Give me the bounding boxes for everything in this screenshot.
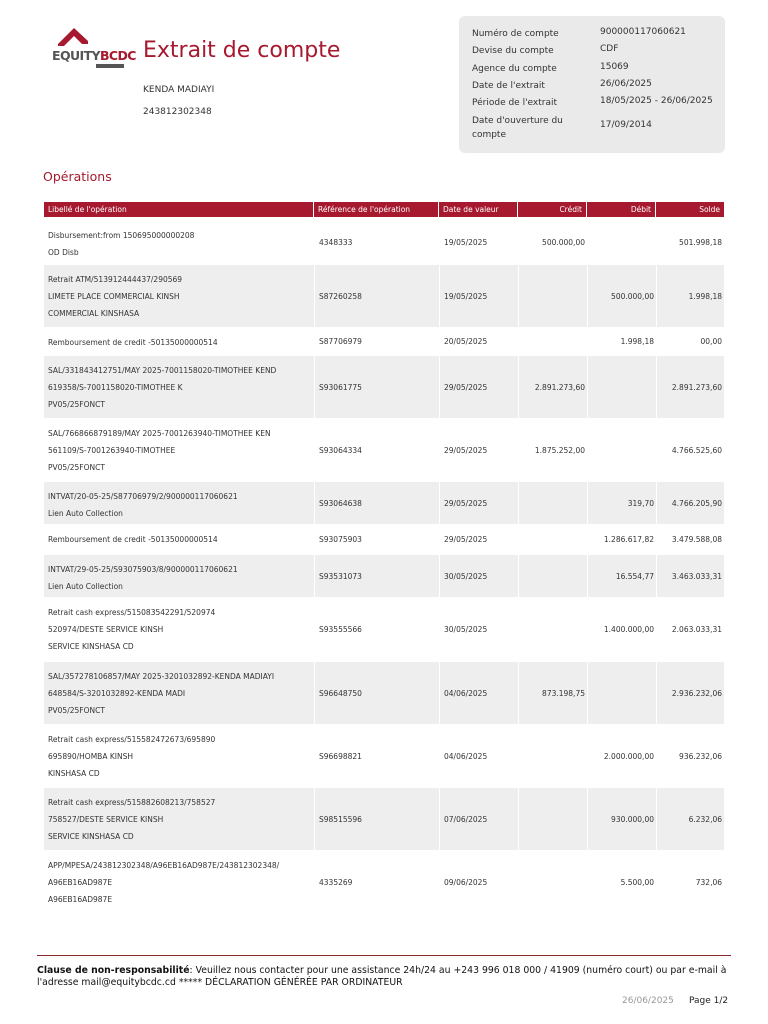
cell-credit: 1.875.252,00 (518, 419, 587, 481)
cell-label (44, 482, 314, 524)
cell-credit: 2.891.273,60 (518, 356, 587, 418)
footer-divider (37, 955, 731, 956)
cell-label (44, 265, 314, 327)
cell-debit: 16.554,77 (587, 555, 656, 597)
cell-label (44, 221, 314, 264)
cell-credit (518, 525, 587, 554)
cell-label (44, 525, 314, 554)
operations-section-title: Opérations (43, 169, 112, 184)
page-number: Page 1/2 (689, 996, 729, 1006)
cell-value-date: 07/06/2025 (439, 788, 518, 850)
cell-label-line: Lien Auto Collection (48, 509, 123, 518)
cell-value-date: 29/05/2025 (439, 482, 518, 524)
table-row (44, 598, 724, 661)
cell-label-line: Retrait cash express/515083542291/520974 (48, 608, 216, 617)
table-row (44, 356, 724, 418)
cell-credit (518, 482, 587, 524)
cell-label-line: 561109/S-7001263940-TIMOTHEE (48, 446, 176, 455)
cell-value-date: 09/06/2025 (439, 851, 518, 913)
col-header-credit: Crédit (518, 202, 586, 217)
cell-value-date: 20/05/2025 (439, 328, 518, 355)
cell-label-line: KINSHASA CD (48, 769, 100, 778)
cell-balance: 4.766.525,60 (656, 419, 724, 481)
cell-label-line: PV05/25FONCT (48, 400, 105, 409)
cell-label-line: Retrait ATM/513912444437/290569 (48, 275, 183, 284)
cell-value-date: 19/05/2025 (439, 265, 518, 327)
col-header-label: Libellé de l'opération (44, 202, 313, 217)
cell-debit: 1.286.617,82 (587, 525, 656, 554)
cell-reference: S93075903 (314, 525, 439, 554)
cell-label-line: INTVAT/29-05-25/S93075903/8/900000117060621 (48, 565, 238, 574)
col-header-value-date: Date de valeur (439, 202, 517, 217)
cell-label-line: 648584/S-3201032892-KENDA MADI (48, 689, 186, 698)
account-holder-phone: 243812302348 (143, 107, 212, 117)
cell-debit: 319,70 (587, 482, 656, 524)
cell-debit: 5.500,00 (587, 851, 656, 913)
cell-label (44, 662, 314, 724)
cell-value-date: 04/06/2025 (439, 662, 518, 724)
cell-reference: S87260258 (314, 265, 439, 327)
cell-label-line: INTVAT/20-05-25/S87706979/2/900000117060621 (48, 492, 238, 501)
cell-reference: 4348333 (314, 221, 439, 264)
cell-balance: 501.998,18 (656, 221, 724, 264)
cell-debit: 1.998,18 (587, 328, 656, 355)
cell-label-line: PV05/25FONCT (48, 706, 105, 715)
cell-label-line: Lien Auto Collection (48, 582, 123, 591)
cell-credit (518, 725, 587, 787)
cell-label (44, 328, 314, 355)
cell-label-line: A96EB16AD987E (48, 895, 113, 904)
cell-label-line: 520974/DESTE SERVICE KINSH (48, 625, 164, 634)
house-roof-icon (52, 24, 130, 48)
cell-balance: 4.766.205,90 (656, 482, 724, 524)
cell-debit: 930.000,00 (587, 788, 656, 850)
table-row (44, 525, 724, 554)
table-row (44, 265, 724, 327)
cell-debit: 500.000,00 (587, 265, 656, 327)
cell-value-date: 30/05/2025 (439, 598, 518, 661)
cell-label (44, 788, 314, 850)
disclaimer (37, 965, 731, 989)
cell-value-date: 29/05/2025 (439, 525, 518, 554)
cell-label (44, 356, 314, 418)
cell-balance: 3.479.588,08 (656, 525, 724, 554)
cell-label-line: Remboursement de credit -50135000000514 (48, 535, 218, 544)
cell-reference: S96698821 (314, 725, 439, 787)
cell-credit: 873.198,75 (518, 662, 587, 724)
cell-credit (518, 328, 587, 355)
cell-value-date: 29/05/2025 (439, 356, 518, 418)
cell-balance: 6.232,06 (656, 788, 724, 850)
operations-table-header (0, 202, 768, 217)
cell-debit (587, 356, 656, 418)
cell-credit (518, 598, 587, 661)
cell-label (44, 851, 314, 913)
cell-reference: S96648750 (314, 662, 439, 724)
logo-underline (96, 64, 124, 68)
account-info-box: Numéro de compte 900000117060621 Devise du compte CDF Agence du compte 15069 Date de l'extrait 26/06/2025 Période de l'extrait 18/05/2025 - 26/06/2025 Date d'ouverture du compte 17/09/2014 (459, 16, 725, 153)
cell-label-line: OD Disb (48, 248, 79, 257)
cell-balance: 2.063.033,31 (656, 598, 724, 661)
cell-debit (587, 419, 656, 481)
cell-credit: 500.000,00 (518, 221, 587, 264)
cell-label-line: Remboursement de credit -50135000000514 (48, 338, 218, 347)
cell-label-line: 619358/S-7001158020-TIMOTHEE K (48, 383, 183, 392)
cell-balance: 732,06 (656, 851, 724, 913)
account-holder-name: KENDA MADIAYI (143, 85, 215, 95)
cell-label-line: SAL/766866879189/MAY 2025-7001263940-TIMOTHEE KEN (48, 429, 271, 438)
cell-reference: S93061775 (314, 356, 439, 418)
table-row (44, 482, 724, 524)
cell-label-line: SERVICE KINSHASA CD (48, 832, 134, 841)
cell-reference: S93064638 (314, 482, 439, 524)
cell-balance: 1.998,18 (656, 265, 724, 327)
page-title: Extrait de compte (143, 38, 341, 63)
cell-value-date: 19/05/2025 (439, 221, 518, 264)
cell-credit (518, 555, 587, 597)
cell-label-line: A96EB16AD987E (48, 878, 113, 887)
cell-credit (518, 265, 587, 327)
cell-label-line: PV05/25FONCT (48, 463, 105, 472)
cell-label (44, 555, 314, 597)
table-row (44, 662, 724, 724)
cell-label-line: SAL/331843412751/MAY 2025-7001158020-TIMOTHEE KEND (48, 366, 277, 375)
cell-debit (587, 221, 656, 264)
cell-label (44, 598, 314, 661)
cell-reference: 4335269 (314, 851, 439, 913)
cell-balance: 2.936.232,06 (656, 662, 724, 724)
cell-value-date: 29/05/2025 (439, 419, 518, 481)
cell-debit: 2.000.000,00 (587, 725, 656, 787)
col-header-reference: Référence de l'opération (314, 202, 438, 217)
cell-balance: 3.463.033,31 (656, 555, 724, 597)
table-row (44, 788, 724, 850)
table-row (44, 419, 724, 481)
disclaimer-title: Clause de non-responsabilité (37, 965, 190, 976)
cell-debit: 1.400.000,00 (587, 598, 656, 661)
cell-debit (587, 662, 656, 724)
cell-label-line: Retrait cash express/515582472673/695890 (48, 735, 216, 744)
cell-label-line: APP/MPESA/243812302348/A96EB16AD987E/243812302348/ (48, 861, 280, 870)
cell-value-date: 30/05/2025 (439, 555, 518, 597)
cell-balance: 2.891.273,60 (656, 356, 724, 418)
cell-reference: S93555566 (314, 598, 439, 661)
table-row (44, 725, 724, 787)
table-row (44, 555, 724, 597)
table-row (44, 328, 724, 355)
cell-balance: 00,00 (656, 328, 724, 355)
cell-label-line: Retrait cash express/515882608213/758527 (48, 798, 216, 807)
logo-wordmark: EQUITYBCDC (52, 48, 136, 63)
cell-value-date: 04/06/2025 (439, 725, 518, 787)
footer-date: 26/06/2025 (622, 996, 674, 1006)
cell-credit (518, 788, 587, 850)
cell-label-line: LIMETE PLACE COMMERCIAL KINSH (48, 292, 180, 301)
table-row (44, 221, 724, 264)
cell-label-line: 695890/HOMBA KINSH (48, 752, 133, 761)
cell-label (44, 419, 314, 481)
col-header-balance: Solde (656, 202, 724, 217)
col-header-debit: Débit (587, 202, 655, 217)
cell-label-line: Disbursement:from 150695000000208 (48, 231, 195, 240)
cell-reference: S87706979 (314, 328, 439, 355)
cell-label-line: 758527/DESTE SERVICE KINSH (48, 815, 164, 824)
cell-balance: 936.232,06 (656, 725, 724, 787)
cell-label-line: SERVICE KINSHASA CD (48, 642, 134, 651)
cell-label-line: COMMERCIAL KINSHASA (48, 309, 140, 318)
cell-label-line: SAL/357278106857/MAY 2025-3201032892-KENDA MADIAYI (48, 672, 275, 681)
cell-reference: S98515596 (314, 788, 439, 850)
cell-reference: S93531073 (314, 555, 439, 597)
table-row (44, 851, 724, 913)
cell-reference: S93064334 (314, 419, 439, 481)
equity-bcdc-logo (52, 24, 136, 70)
disclaimer-text: : Veuillez nous contacter pour une assistance 24h/24 au +243 996 018 000 / 41909 (numéro court) ou par e-mail à l'adresse mail@equitybcdc.cd ***** DÉCLARATION GÉNÉRÉE PAR ORDINATEUR (37, 965, 727, 988)
cell-label (44, 725, 314, 787)
cell-credit (518, 851, 587, 913)
